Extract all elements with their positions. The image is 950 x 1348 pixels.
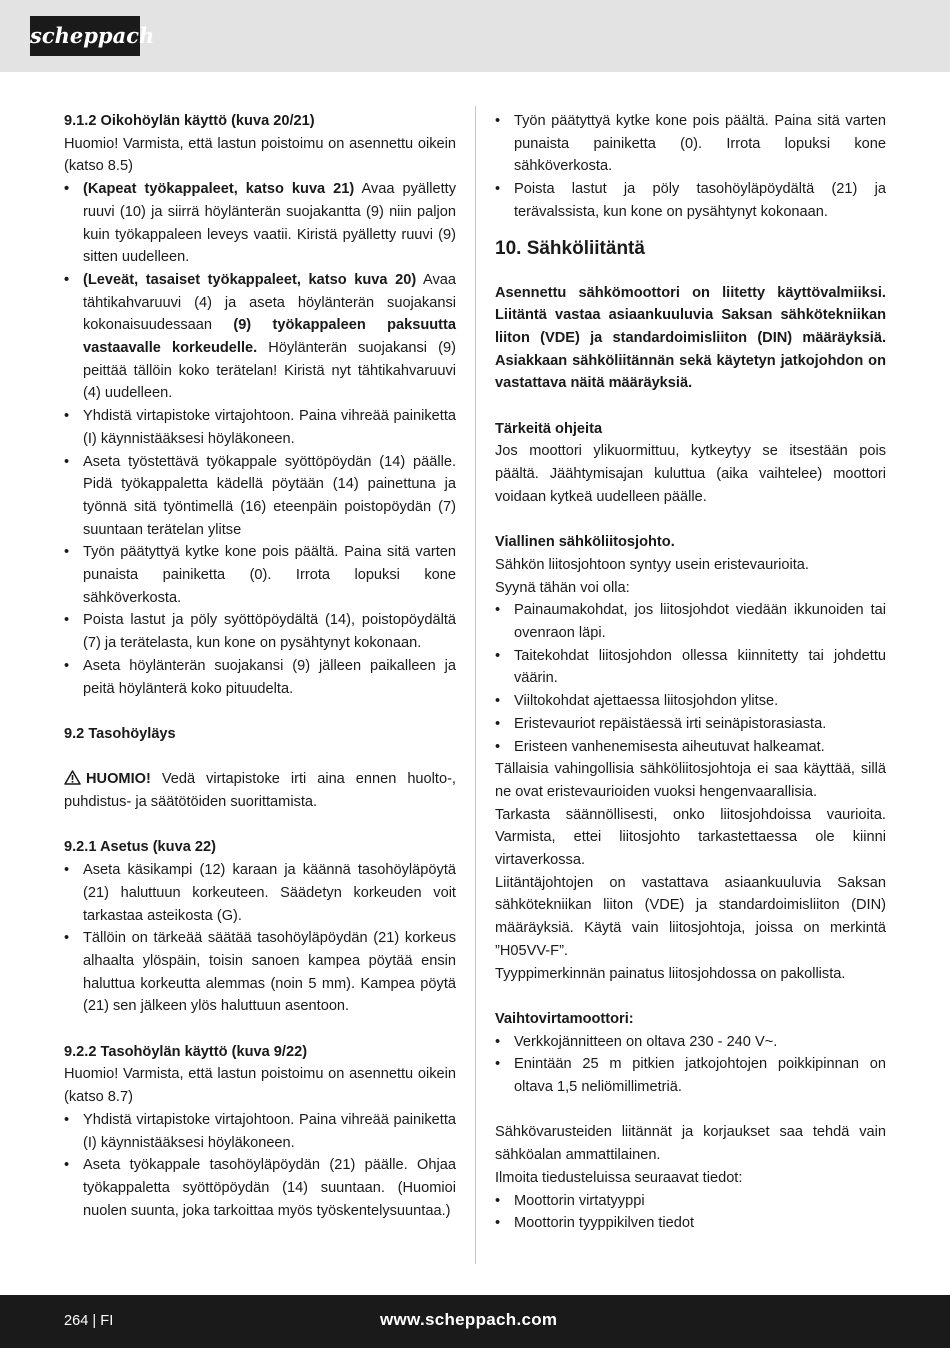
list-item: • Työn päätyttyä kytke kone pois päältä. Paina sitä varten punaista painiketta (0). Irrota lopuksi kone sähköverkosta. xyxy=(64,541,456,609)
bullet-list xyxy=(495,599,886,758)
bullet-icon: • xyxy=(495,1192,501,1209)
list-item: • Eristevauriot repäistäessä irti seinäpistorasiasta. xyxy=(495,713,886,736)
scheppach-logo: scheppach xyxy=(30,16,140,56)
bullet-icon: • xyxy=(495,113,501,129)
list-item: • Taitekohdat liitosjohdon ollessa kiinnitetty tai johdettu väärin. xyxy=(495,645,886,690)
bullet-icon: • xyxy=(495,181,501,198)
bullet-icon: • xyxy=(64,271,70,288)
bullet-list xyxy=(495,110,886,224)
list-item: • Aseta työstettävä työkappale syöttöpöydän (14) päälle. Pidä työkappaletta kädellä pöytään (14) painettuna ja työnnä sitä työntimellä (16) eteenpäin poistopöydän (7) suuntaan terätelan ylitse xyxy=(64,451,456,542)
paragraph: Jos moottori ylikuormittuu, kytkeytyy se itsestään pois päältä. Jäähtymisajan kuluttua (aika vaihtelee) moottori voidaan kytkeä uudelleen päälle. xyxy=(495,443,886,505)
section-heading: 9.2.1 Asetus (kuva 22) xyxy=(64,839,216,856)
warning-triangle-icon xyxy=(64,770,81,785)
bullet-icon: • xyxy=(64,453,70,470)
bullet-list xyxy=(64,859,456,1018)
list-item: • Viiltokohdat ajettaessa liitosjohdon ylitse. xyxy=(495,690,886,713)
column-divider xyxy=(475,106,476,1264)
bullet-icon: • xyxy=(64,930,70,947)
website-link[interactable]: www.scheppach.com xyxy=(380,1310,558,1329)
bullet-icon: • xyxy=(64,181,70,198)
bullet-list xyxy=(64,1109,456,1223)
paragraph: Syynä tähän voi olla: xyxy=(495,579,630,596)
paragraph: Sähkövarusteiden liitännät ja korjaukset saa tehdä vain sähköalan ammattilainen. xyxy=(495,1124,886,1164)
bullet-icon: • xyxy=(64,657,70,674)
bullet-icon: • xyxy=(64,544,70,561)
section-heading: 9.1.2 Oikohöylän käyttö (kuva 20/21) xyxy=(64,113,315,129)
list-item: • Moottorin virtatyyppi xyxy=(495,1190,886,1213)
list-item: • Eristeen vanhenemisesta aiheutuvat halkeamat. xyxy=(495,736,886,759)
page-footer xyxy=(0,1295,950,1348)
list-item: • Painaumakohdat, jos liitosjohdot viedään ikkunoiden tai ovenraon läpi. xyxy=(495,599,886,644)
bullet-icon: • xyxy=(495,1056,501,1073)
list-item: • (Leveät, tasaiset työkappaleet, katso kuva 20) Avaa tähtikahvaruuvi (4) ja aseta höylänterän suojakansi kokonaisuudessaan (9) työkappaleen paksuutta vastaavalle korkeudelle. Höylänterän suojakansi (9) peittää tällöin koko terätelan! Kiristä nyt tähtikahvaruuvi (4) uudelleen. xyxy=(64,269,456,405)
bullet-icon: • xyxy=(495,1215,501,1232)
list-item: • Moottorin tyyppikilven tiedot xyxy=(495,1212,886,1235)
bullet-icon: • xyxy=(495,647,501,664)
section-heading: 9.2.2 Tasohöylän käyttö (kuva 9/22) xyxy=(64,1043,308,1060)
paragraph: Ilmoita tiedusteluissa seuraavat tiedot: xyxy=(495,1169,743,1186)
bullet-list xyxy=(495,1031,886,1099)
list-item: • Aseta käsikampi (12) karaan ja käännä tasohöyläpöytä (21) haluttuun korkeuteen. Säädetyn korkeuden voit tarkastaa asteikosta (G). xyxy=(64,859,456,927)
bullet-icon: • xyxy=(495,715,501,732)
paragraph: Sähkön liitosjohtoon syntyy usein eristevaurioita. xyxy=(495,556,809,573)
chapter-heading: 10. Sähköliitäntä xyxy=(495,237,645,259)
bullet-icon: • xyxy=(64,408,70,425)
page-number: 264 | FI xyxy=(64,1313,114,1329)
section-heading: Viallinen sähköliitosjohto. xyxy=(495,534,675,551)
section-heading: 9.2 Tasohöyläys xyxy=(64,725,176,742)
paragraph: Tyyppimerkinnän painatus liitosjohdossa on pakollista. xyxy=(495,965,846,982)
bullet-icon: • xyxy=(64,1157,70,1174)
list-item: • Aseta työkappale tasohöyläpöydän (21) päälle. Ohjaa työkappaletta syöttöpöydän (14) suuntaan. (Huomioi nuolen suunta, joka tarkoittaa myös työskentelysuuntaa.) xyxy=(64,1154,456,1222)
list-item: • Enintään 25 m pitkien jatkojohtojen poikkipinnan on oltava 1,5 neliömillimetriä. xyxy=(495,1053,886,1098)
right-column xyxy=(495,110,886,1235)
paragraph: Liitäntäjohtojen on vastattava asiaankuuluvia Saksan sähkötekniikan liiton (VDE) ja standardoimisliiton (DIN) määräyksiä. Käytä vain liitosjohtoja, joissa on merkintä ”H05VV-F”. xyxy=(495,874,886,959)
list-item: • Tällöin on tärkeää säätää tasohöyläpöydän (21) korkeus alhaalta ylöspäin, toisin sanoen kampea pöytää ensin haluttua korkeutta alemmas (noin 5 mm). Kampea pöytä (21) sen jälkeen ylös haluttuun asentoon. xyxy=(64,927,456,1018)
bullet-icon: • xyxy=(495,602,501,619)
bullet-list xyxy=(64,178,456,700)
bullet-icon: • xyxy=(495,1033,501,1050)
bullet-icon: • xyxy=(64,862,70,879)
list-item: • Yhdistä virtapistoke virtajohtoon. Paina vihreää painiketta (I) käynnistääksesi höyläkoneen. xyxy=(64,1109,456,1154)
left-column xyxy=(64,110,456,1222)
list-item: • (Kapeat työkappaleet, katso kuva 21) Avaa pyälletty ruuvi (10) ja siirrä höylänterän suojakantta (9) niin paljon kuin työkappaleen leveys vaatii. Kiristä pyälletty ruuvi (9) sitten uudelleen. xyxy=(64,178,456,269)
bullet-icon: • xyxy=(64,1111,70,1128)
paragraph: Huomio! Varmista, että lastun poistoimu on asennettu oikein (katso 8.7) xyxy=(64,1066,456,1106)
list-item: • Aseta höylänterän suojakansi (9) jälleen paikalleen ja peitä höylänterä koko pituudelta. xyxy=(64,655,456,700)
bullet-icon: • xyxy=(495,738,501,755)
list-item: • Poista lastut ja pöly syöttöpöydältä (14), poistopöydältä (7) ja terätelasta, kun kone on pysähtynyt kokonaan. xyxy=(64,609,456,654)
list-item: • Yhdistä virtapistoke virtajohtoon. Paina vihreää painiketta (I) käynnistääksesi höyläkoneen. xyxy=(64,405,456,450)
list-item: • Työn päätyttyä kytke kone pois päältä. Paina sitä varten punaista painiketta (0). Irrota lopuksi kone sähköverkosta. xyxy=(495,110,886,178)
list-item: • Poista lastut ja pöly tasohöyläpöydältä (21) ja terävalssista, kun kone on pysähtynyt kokonaan. xyxy=(495,178,886,223)
section-heading: Vaihtovirtamoottori: xyxy=(495,1010,634,1027)
bullet-icon: • xyxy=(64,612,70,629)
bullet-icon: • xyxy=(495,693,501,710)
list-item: • Verkkojännitteen on oltava 230 - 240 V~. xyxy=(495,1031,886,1054)
bullet-list xyxy=(495,1190,886,1235)
paragraph: Tällaisia vahingollisia sähköliitosjohtoja ei saa käyttää, sillä ne ovat eristevaurioiden vuoksi hengenvaarallisia. xyxy=(495,761,886,800)
intro-paragraph: Asennettu sähkömoottori on liitetty käyttövalmiiksi. Liitäntä vastaa asiaankuuluvia Saksan sähkötekniikan liiton (VDE) ja standardoimisliiton (DIN) määräyksiä. Asiakkaan sähköliitännän sekä käytetyn jatkojohdon on vastattava näitä määräyksiä. xyxy=(495,284,886,392)
paragraph: Huomio! Varmista, että lastun poistoimu on asennettu oikein (katso 8.5) xyxy=(64,135,456,175)
warning-paragraph: HUOMIO! Vedä virtapistoke irti aina ennen huolto-, puhdistus- ja säätötöiden suorittamista. xyxy=(64,771,456,811)
page-header xyxy=(0,0,950,72)
section-heading: Tärkeitä ohjeita xyxy=(495,420,603,437)
paragraph: Tarkasta säännöllisesti, onko liitosjohdoissa vaurioita. Varmista, ettei liitosjohto tarkastettaessa ole kiinni virtaverkossa. xyxy=(495,806,886,869)
